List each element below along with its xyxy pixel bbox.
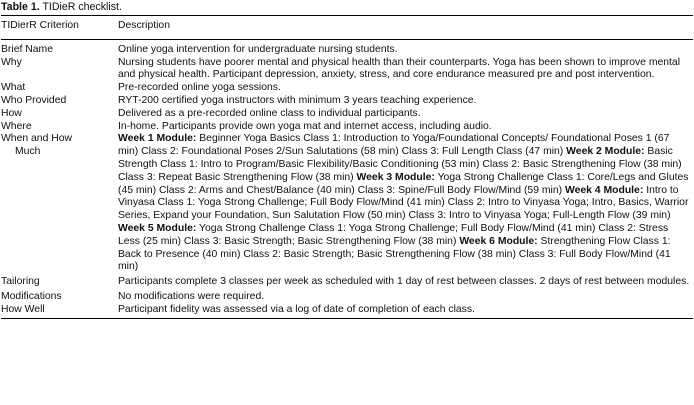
module-text: Beginner Yoga Basics Class 1: Introduction to Yoga/Foundational Concepts/ Foundational Poses 1 (67 min) Class 2: Foundational Poses 2/Sun Salutations (58 min) Class 3: Full Length Class (47 min) xyxy=(118,133,670,158)
module-label: Week 2 Module: xyxy=(566,146,645,158)
table-row xyxy=(1,82,693,95)
table-row xyxy=(1,39,693,56)
description-cell: RYT-200 certified yoga instructors with minimum 3 years teaching experience. xyxy=(118,94,477,106)
criterion-cell: Where xyxy=(1,120,32,132)
header-description: Description xyxy=(118,20,170,31)
criterion-cell: What xyxy=(1,82,26,94)
header-criterion: TIDierR Criterion xyxy=(1,20,79,31)
module-text: Intro to Vinyasa Class 1: Yoga Strong Challenge; Full Body Flow/Mind (41 min) Class 2: Intro to Vinyasa Yoga; Intro, Basics, Warrior Series, Expand your Foundation, Sun Salutation Flow (50 min) Class 3: Intro to Vinyasa Yoga; Full-Length Flow (39 min) xyxy=(118,184,689,222)
table-row xyxy=(1,121,693,134)
header-row xyxy=(1,16,693,39)
description-cell: Participants complete 3 classes per week as scheduled with 1 day of rest between classes. 2 days of rest between modules. xyxy=(118,276,690,288)
tidier-table xyxy=(1,16,693,317)
table-row xyxy=(1,289,693,304)
criterion-cell: Tailoring xyxy=(1,276,40,288)
module-label: Week 3 Module: xyxy=(356,171,435,183)
bottom-rule xyxy=(1,318,693,319)
table-row xyxy=(1,108,693,121)
table-row xyxy=(1,95,693,108)
criterion-cell xyxy=(1,133,118,274)
caption-label: Table 1. xyxy=(1,1,40,13)
criterion-cell: Brief Name xyxy=(1,43,53,55)
criterion-line: When and How xyxy=(1,133,73,145)
table-caption xyxy=(1,0,693,15)
module-label: Week 6 Module: xyxy=(459,235,538,247)
description-cell: Nursing students have poorer mental and physical health than their counterparts. Yoga has been shown to improve mental and physical health. Participant depression, anxiety, stress, and core endurance measured pre and post intervention. xyxy=(118,56,681,81)
description-cell: Participant fidelity was assessed via a log of date of completion of each class. xyxy=(118,303,475,315)
criterion-line-indented: Much xyxy=(15,146,41,158)
table-row xyxy=(1,274,693,289)
module-label: Week 1 Module: xyxy=(118,133,197,145)
description-cell: Pre-recorded online yoga sessions. xyxy=(118,82,281,94)
criterion-cell: Who Provided xyxy=(1,94,67,106)
table-row xyxy=(1,304,693,317)
module-text: Basic Strength Class 1: Intro to Program/Basic Flexibility/Basic Conditioning (53 min) Class 2: Basic Strengthening Flow (38 min) Class 3: Repeat Basic Strengthening Flow (38 min) xyxy=(118,146,682,183)
table-row xyxy=(1,57,693,83)
description-cell: Delivered as a pre-recorded online class to individual participants. xyxy=(118,107,421,119)
module-text: Strengthening Flow Class 1: Back to Presence (40 min) Class 2: Basic Strength; Basic Strengthening Flow (38 min) Class 3: Full Body Flow/Mind (41 min) xyxy=(118,235,671,273)
criterion-cell: Why xyxy=(1,56,22,68)
criterion-cell: How Well xyxy=(1,303,45,315)
description-cell: Online yoga intervention for undergraduate nursing students. xyxy=(118,43,398,55)
module-text: Yoga Strong Challenge Class 1: Core/Legs and Glutes (45 min) Class 2: Arms and Chest/Balance (40 min) Class 3: Spine/Full Body Flow/Mind (59 min) xyxy=(118,171,689,196)
module-text: Yoga Strong Challenge Class 1: Yoga Strong Challenge; Full Body Flow/Mind (41 min) Class 2: Stress Less (25 min) Class 3: Basic Strength; Basic Strengthening Flow (38 min) xyxy=(118,222,669,247)
description-cell: No modifications were required. xyxy=(118,290,265,302)
schedule-description-cell xyxy=(118,133,693,274)
caption-title: TIDieR checklist. xyxy=(42,1,122,13)
module-label: Week 4 Module: xyxy=(564,184,644,196)
criterion-cell: Modifications xyxy=(1,290,62,302)
criterion-cell: How xyxy=(1,107,22,119)
module-label: Week 5 Module: xyxy=(118,222,197,234)
table-row xyxy=(1,133,693,274)
description-cell: In-home. Participants provide own yoga mat and internet access, including audio. xyxy=(118,120,492,132)
